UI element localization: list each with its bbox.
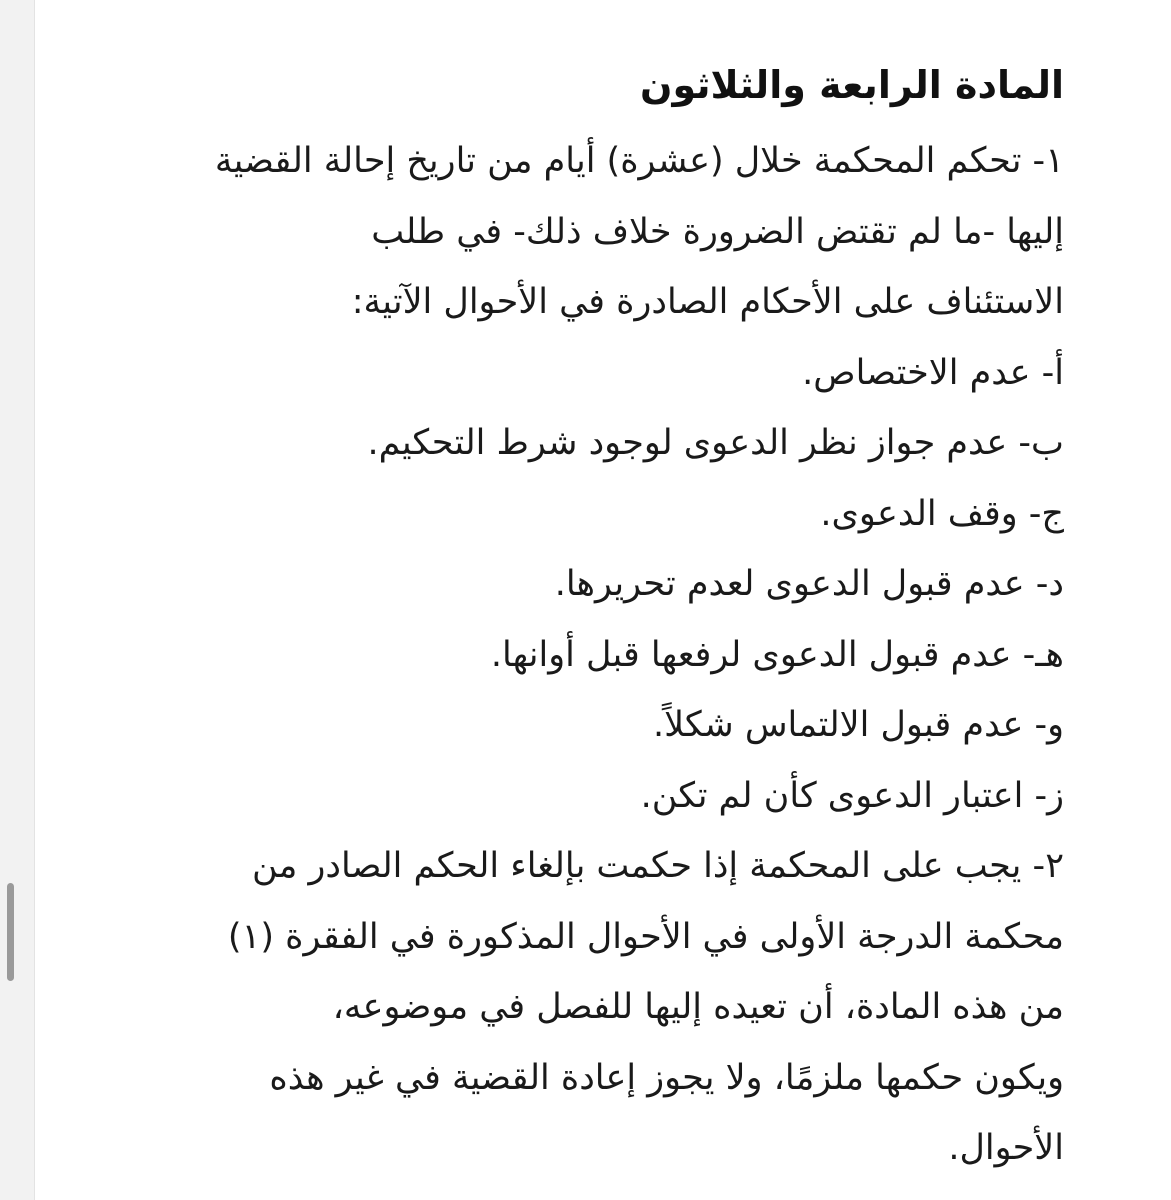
article-line: الأحوال.	[948, 1128, 1064, 1168]
article-line: ويكون حكمها ملزمًا، ولا يجوز إعادة القضية في غير هذه	[269, 1057, 1064, 1098]
article-title: المادة الرابعة والثلاثون	[640, 63, 1064, 107]
article-line: و- عدم قبول الالتماس شكلاً.	[653, 705, 1064, 745]
article-line: محكمة الدرجة الأولى في الأحوال المذكورة في الفقرة (١)	[227, 916, 1064, 957]
article-line: ب- عدم جواز نظر الدعوى لوجود شرط التحكيم.	[367, 423, 1064, 463]
article-line: هـ- عدم قبول الدعوى لرفعها قبل أوانها.	[490, 634, 1064, 675]
article-line: من هذه المادة، أن تعيده إليها للفصل في موضوعه،	[332, 987, 1064, 1027]
article-line: ١- تحكم المحكمة خلال (عشرة) أيام من تاريخ إحالة القضية	[214, 141, 1064, 181]
article-line: إليها -ما لم تقتض الضرورة خلاف ذلك- في طلب	[371, 211, 1064, 252]
document-page	[34, 0, 1171, 1200]
article-line: أ- عدم الاختصاص.	[802, 352, 1064, 393]
article-line: ج- وقف الدعوى.	[820, 493, 1064, 534]
article-line: ز- اعتبار الدعوى كأن لم تكن.	[640, 775, 1064, 816]
article-content	[104, 52, 1064, 1184]
article-line: د- عدم قبول الدعوى لعدم تحريرها.	[554, 564, 1064, 604]
scrollbar[interactable]	[7, 883, 14, 981]
article-line: ٢- يجب على المحكمة إذا حكمت بإلغاء الحكم الصادر من	[251, 846, 1064, 886]
article-line: الاستئناف على الأحكام الصادرة في الأحوال الآتية:	[351, 282, 1064, 322]
